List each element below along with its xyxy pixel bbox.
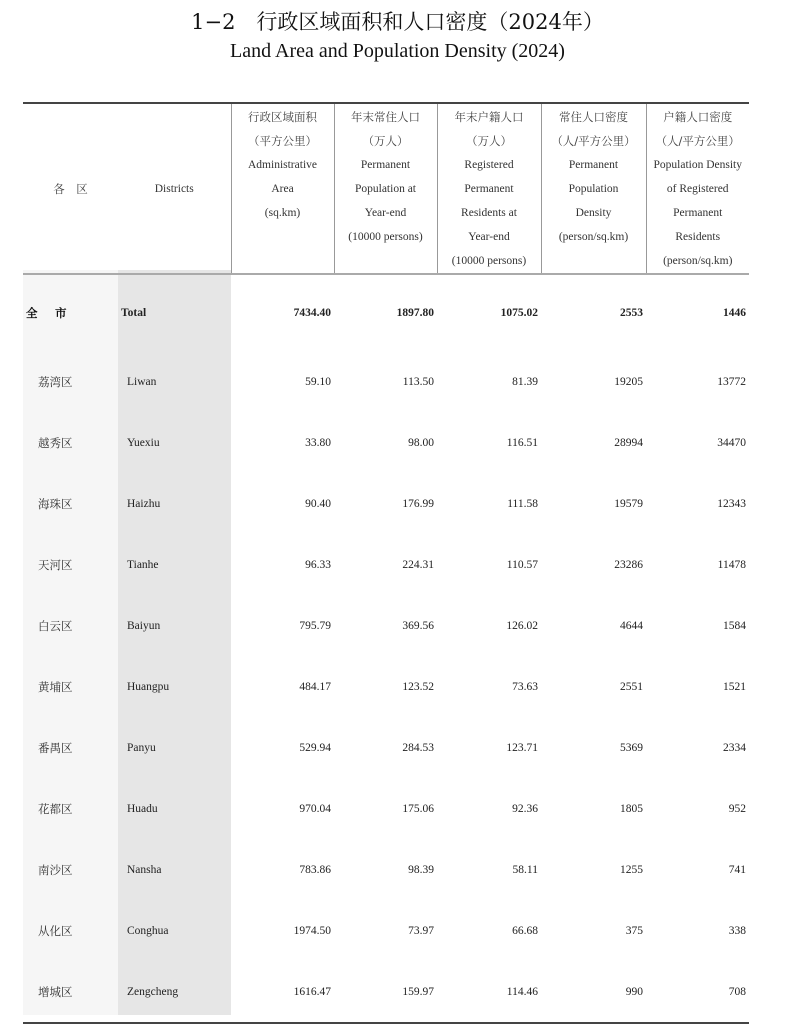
perm-pop-cell: 224.31 bbox=[402, 558, 434, 571]
table-header-row bbox=[23, 103, 749, 274]
table-row bbox=[23, 412, 749, 473]
table-row bbox=[23, 717, 749, 778]
area-cell: 970.04 bbox=[299, 802, 331, 815]
perm-density-cell: 375 bbox=[625, 924, 643, 937]
reg-density-cell: 952 bbox=[728, 802, 746, 815]
district-en-cell: Yuexiu bbox=[127, 436, 160, 449]
perm-density-cell: 990 bbox=[625, 985, 643, 998]
perm-density-cell: 2553 bbox=[620, 307, 643, 319]
district-en-cell: Zengcheng bbox=[127, 985, 179, 998]
header-district-cn: 各 区 bbox=[23, 103, 118, 274]
perm-pop-cell: 98.39 bbox=[408, 863, 434, 876]
table-row bbox=[23, 473, 749, 534]
perm-pop-cell: 113.50 bbox=[402, 375, 434, 388]
district-cn-cell: 增城区 bbox=[38, 984, 73, 999]
table-row bbox=[23, 778, 749, 839]
reg-pop-cell: 1075.02 bbox=[500, 307, 538, 319]
area-cell: 96.33 bbox=[305, 558, 331, 571]
perm-pop-cell: 73.97 bbox=[408, 924, 434, 937]
header-registered-density: 户籍人口密度 （人/平方公里） Population Density of Registered Permanent Residents (person/sq.km) bbox=[646, 103, 749, 274]
district-en-cell: Liwan bbox=[127, 375, 157, 388]
table-row bbox=[23, 351, 749, 412]
table-row bbox=[23, 656, 749, 717]
table-row bbox=[23, 595, 749, 656]
district-cn-cell: 全 市 bbox=[26, 306, 70, 320]
district-en-cell: Huangpu bbox=[127, 680, 170, 693]
reg-density-cell: 1446 bbox=[723, 307, 746, 319]
district-cn-cell: 从化区 bbox=[38, 923, 73, 938]
reg-density-cell: 13772 bbox=[717, 375, 746, 388]
reg-density-cell: 741 bbox=[728, 863, 746, 876]
perm-pop-cell: 159.97 bbox=[402, 985, 434, 998]
area-cell: 529.94 bbox=[299, 741, 331, 754]
reg-pop-cell: 114.46 bbox=[506, 985, 538, 998]
perm-pop-cell: 176.99 bbox=[402, 497, 434, 510]
area-cell: 783.86 bbox=[299, 863, 331, 876]
table-row-total bbox=[23, 274, 749, 351]
district-cn-cell: 番禺区 bbox=[38, 740, 73, 755]
reg-pop-cell: 81.39 bbox=[512, 375, 538, 388]
district-cn-cell: 白云区 bbox=[38, 618, 73, 633]
reg-pop-cell: 110.57 bbox=[506, 558, 538, 571]
reg-density-cell: 1521 bbox=[723, 680, 746, 693]
table-row bbox=[23, 900, 749, 961]
perm-pop-cell: 1897.80 bbox=[396, 307, 434, 319]
data-table bbox=[23, 102, 749, 1024]
district-en-cell: Conghua bbox=[127, 924, 169, 937]
district-cn-cell: 越秀区 bbox=[38, 435, 73, 450]
reg-density-cell: 11478 bbox=[717, 558, 746, 571]
reg-density-cell: 708 bbox=[728, 985, 746, 998]
district-en-cell: Panyu bbox=[127, 741, 156, 754]
reg-pop-cell: 116.51 bbox=[506, 436, 538, 449]
district-en-cell: Total bbox=[121, 307, 147, 319]
header-area: 行政区域面积 （平方公里） Administrative Area (sq.km) bbox=[231, 103, 334, 274]
perm-density-cell: 2551 bbox=[620, 680, 643, 693]
perm-density-cell: 1805 bbox=[620, 802, 643, 815]
table-row bbox=[23, 534, 749, 595]
perm-pop-cell: 123.52 bbox=[402, 680, 434, 693]
district-en-cell: Tianhe bbox=[127, 558, 159, 571]
district-en-cell: Huadu bbox=[127, 802, 158, 815]
district-cn-cell: 荔湾区 bbox=[38, 374, 73, 389]
reg-pop-cell: 92.36 bbox=[512, 802, 538, 815]
table-row bbox=[23, 961, 749, 1023]
perm-density-cell: 23286 bbox=[614, 558, 643, 571]
reg-pop-cell: 126.02 bbox=[506, 619, 538, 632]
perm-pop-cell: 369.56 bbox=[402, 619, 434, 632]
area-cell: 795.79 bbox=[299, 619, 331, 632]
perm-pop-cell: 284.53 bbox=[402, 741, 434, 754]
area-cell: 7434.40 bbox=[293, 307, 331, 319]
district-cn-cell: 海珠区 bbox=[38, 496, 73, 511]
district-cn-cell: 天河区 bbox=[38, 557, 73, 572]
table-row bbox=[23, 839, 749, 900]
area-cell: 90.40 bbox=[305, 497, 331, 510]
reg-density-cell: 34470 bbox=[717, 436, 746, 449]
district-cn-cell: 花都区 bbox=[38, 801, 73, 816]
district-cn-cell: 黄埔区 bbox=[38, 679, 73, 694]
perm-pop-cell: 98.00 bbox=[408, 436, 434, 449]
district-en-cell: Nansha bbox=[127, 863, 162, 876]
reg-pop-cell: 123.71 bbox=[506, 741, 538, 754]
reg-pop-cell: 66.68 bbox=[512, 924, 538, 937]
reg-pop-cell: 73.63 bbox=[512, 680, 538, 693]
header-permanent-population: 年末常住人口 （万人） Permanent Population at Year-end (10000 persons) bbox=[334, 103, 437, 274]
perm-density-cell: 5369 bbox=[620, 741, 643, 754]
district-cn-cell: 南沙区 bbox=[38, 862, 73, 877]
header-registered-population: 年末户籍人口 （万人） Registered Permanent Residents at Year-end (10000 persons) bbox=[437, 103, 541, 274]
perm-density-cell: 1255 bbox=[620, 863, 643, 876]
reg-pop-cell: 111.58 bbox=[507, 497, 538, 510]
reg-density-cell: 2334 bbox=[723, 741, 746, 754]
area-cell: 59.10 bbox=[305, 375, 331, 388]
area-cell: 1616.47 bbox=[293, 985, 331, 998]
header-permanent-density: 常住人口密度 （人/平方公里） Permanent Population Density (person/sq.km) bbox=[541, 103, 646, 274]
reg-density-cell: 338 bbox=[728, 924, 746, 937]
perm-density-cell: 19579 bbox=[614, 497, 643, 510]
area-cell: 33.80 bbox=[305, 436, 331, 449]
page-title-english: Land Area and Population Density (2024) bbox=[230, 40, 565, 62]
area-cell: 484.17 bbox=[299, 680, 331, 693]
reg-density-cell: 12343 bbox=[717, 497, 746, 510]
perm-density-cell: 4644 bbox=[620, 619, 643, 632]
perm-density-cell: 19205 bbox=[614, 375, 643, 388]
district-en-cell: Baiyun bbox=[127, 619, 161, 632]
area-cell: 1974.50 bbox=[293, 924, 331, 937]
district-en-cell: Haizhu bbox=[127, 497, 161, 510]
page-title-chinese: 1−2 行政区域面积和人口密度（2024年） bbox=[191, 10, 604, 34]
reg-density-cell: 1584 bbox=[723, 619, 746, 632]
perm-pop-cell: 175.06 bbox=[402, 802, 434, 815]
perm-density-cell: 28994 bbox=[614, 436, 643, 449]
reg-pop-cell: 58.11 bbox=[512, 863, 538, 876]
header-district-en: Districts bbox=[118, 103, 231, 274]
